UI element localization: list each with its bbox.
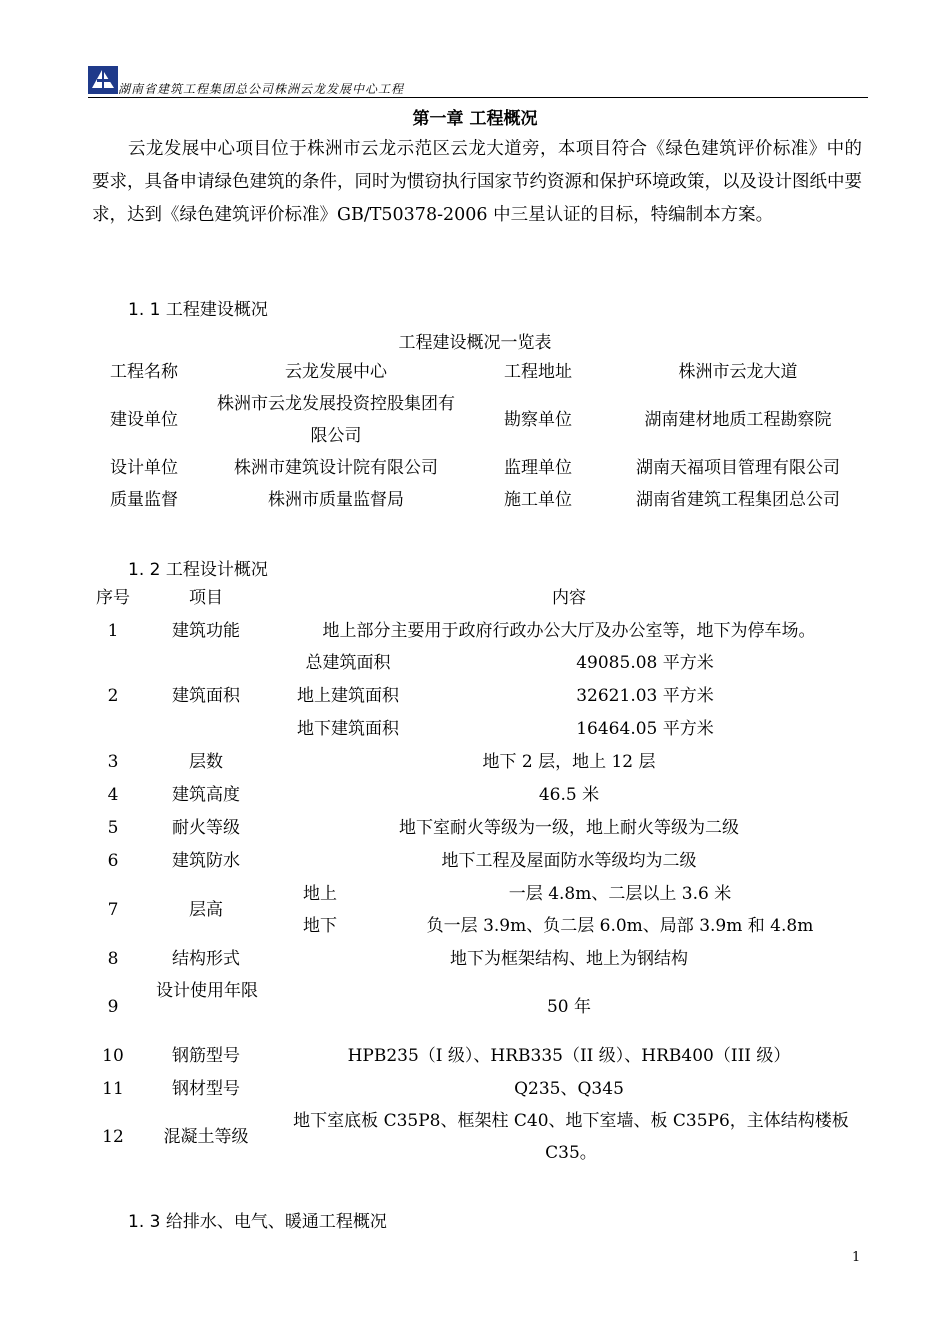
row-item: 混凝土等级 (163, 1127, 249, 1147)
table-cell: 建设单位 (110, 410, 178, 430)
table-cell: 施工单位 (504, 490, 572, 510)
sub-label: 地上建筑面积 (297, 686, 399, 706)
header-company-line: 湖南省建筑工程集团总公司株洲云龙发展中心工程 (118, 82, 405, 96)
table-cell: 湖南天福项目管理有限公司 (636, 458, 840, 478)
row-number: 2 (107, 686, 119, 706)
row-number: 1 (107, 621, 119, 641)
row-number: 4 (107, 785, 119, 805)
column-header: 项目 (189, 588, 223, 608)
table-cell: 勘察单位 (504, 410, 572, 430)
sub-value: 32621.03 平方米 (576, 686, 714, 706)
sub-label: 地下建筑面积 (297, 719, 399, 739)
intro-paragraph: 云龙发展中心项目位于株洲市云龙示范区云龙大道旁，本项目符合《绿色建筑评价标准》中的要求，具备申请绿色建筑的条件，同时为惯窃执行国家节约资源和保护环境政策，以及设计图纸中要求，达到《绿色建筑评价标准》GB/T50378-2006 中三星认证的目标，特编制本方案。 (92, 139, 862, 225)
row-content: 50 年 (546, 997, 592, 1017)
column-header: 内容 (552, 588, 586, 608)
sub-value: 负一层 3.9m、负二层 6.0m、局部 3.9m 和 4.8m (426, 916, 814, 936)
row-number: 5 (107, 818, 119, 838)
table-cell: 株洲市建筑设计院有限公司 (234, 458, 438, 478)
row-content: 地下 2 层，地上 12 层 (482, 752, 656, 772)
row-content: 地下室耐火等级为一级，地上耐火等级为二级 (399, 818, 739, 838)
page-header (88, 66, 868, 96)
company-logo-icon (88, 66, 118, 94)
row-content: 46.5 米 (538, 785, 600, 805)
table-cell: 质量监督 (110, 490, 178, 510)
row-number: 10 (102, 1046, 124, 1066)
row-number: 11 (102, 1079, 124, 1099)
row-content: Q235、Q345 (514, 1079, 624, 1099)
row-content: 地下工程及屋面防水等级均为二级 (441, 851, 697, 871)
table-cell: 设计单位 (110, 458, 178, 478)
row-number: 12 (102, 1127, 124, 1147)
chapter-title: 第一章 工程概况 (412, 109, 538, 129)
header-rule (88, 97, 868, 98)
row-content: 地下室底板 C35P8、框架柱 C40、地下室墙、板 C35P6，主体结构楼板 C35。 (293, 1111, 849, 1163)
row-number: 6 (107, 851, 119, 871)
row-number: 9 (107, 997, 119, 1017)
table-cell: 湖南省建筑工程集团总公司 (636, 490, 840, 510)
sub-value: 16464.05 平方米 (576, 719, 714, 739)
table-cell: 监理单位 (504, 458, 572, 478)
row-item: 建筑高度 (172, 785, 240, 805)
row-item: 建筑防水 (172, 851, 240, 871)
section-1-3-title: 1. 3 给排水、电气、暖通工程概况 (128, 1212, 387, 1232)
row-content: 地上部分主要用于政府行政办公大厅及办公室等，地下为停车场。 (322, 621, 816, 641)
table-cell: 工程名称 (110, 362, 178, 382)
sub-label: 总建筑面积 (305, 653, 391, 673)
sub-value: 49085.08 平方米 (576, 653, 714, 673)
column-header: 序号 (96, 588, 130, 608)
row-item: 钢筋型号 (172, 1046, 240, 1066)
table-cell: 株洲市质量监督局 (268, 490, 404, 510)
row-number: 7 (107, 900, 119, 920)
row-item: 设计使用年限 (156, 981, 258, 1001)
table-cell: 株洲市云龙大道 (678, 362, 798, 382)
table-cell: 株洲市云龙发展投资控股集团有限公司 (217, 394, 455, 446)
row-item: 层数 (189, 752, 223, 772)
table-cell: 湖南建材地质工程勘察院 (644, 410, 832, 430)
row-item: 层高 (189, 900, 223, 920)
row-item: 钢材型号 (172, 1079, 240, 1099)
row-content: HPB235（I 级）、HRB335（II 级）、HRB400（III 级） (347, 1046, 791, 1066)
table-cell: 工程地址 (504, 362, 572, 382)
sub-value: 一层 4.8m、二层以上 3.6 米 (508, 884, 732, 904)
row-number: 8 (107, 949, 119, 969)
page-number: 1 (852, 1250, 861, 1265)
row-number: 3 (107, 752, 119, 772)
section-1-1-title: 1. 1 工程建设概况 (128, 300, 268, 320)
row-item: 耐火等级 (172, 818, 240, 838)
section-1-2-title: 1. 2 工程设计概况 (128, 560, 268, 580)
row-content: 地下为框架结构、地上为钢结构 (450, 949, 688, 969)
row-item: 结构形式 (172, 949, 240, 969)
sub-label: 地上 (303, 884, 337, 904)
table-cell: 云龙发展中心 (285, 362, 387, 382)
row-item: 建筑面积 (172, 686, 240, 706)
table-caption: 工程建设概况一览表 (398, 333, 552, 353)
row-item: 建筑功能 (172, 621, 240, 641)
sub-label: 地下 (303, 916, 337, 936)
